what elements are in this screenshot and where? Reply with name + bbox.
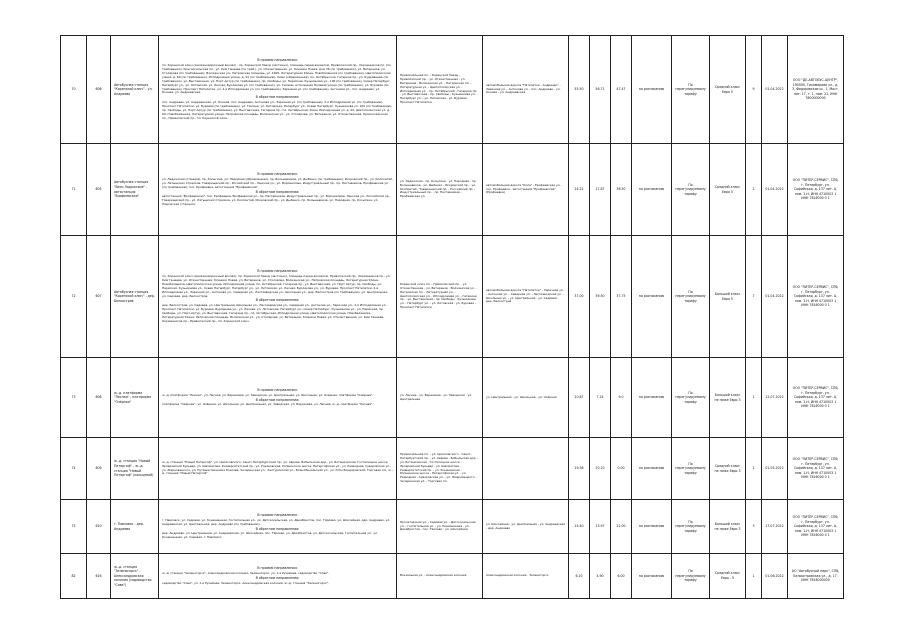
duration-cell: 9.0 xyxy=(611,358,632,438)
forward-route-text: г. Павловск, ул. Садовая, ул. Конюшенная, Госпитальная ул., ул. Детскосельская, ул. Декабристов, пос. Тярлево, ул. Шоссейная, дер. Андреево, ул. Андреевская, ул. Центральная, дер. Андреево (по требованию). xyxy=(162,517,391,526)
carrier-cell: ООО "ПИТЕР-СЕРВИС", СПб, г. Петербург, ул. Софийская, д. 137 лит. А, пом. 1-Н, ИНН 4710003 1 ИНН 7816000 0 1 xyxy=(788,500,844,554)
start-date-cell: 01.04.2022 xyxy=(762,36,788,144)
forward-route-text: пл. Коренской ключ (железнодорожный вокзал), пр. Коренской Заезд (частично), площадь перед вокзалом, Приволжский пр., Окраинников пр., ул. Ким Ганеева, ул. Отечественная, Клиники Новая, ул. Ветеранов, ул. Столярова, Волжанская ул., Петровская площадь, Литературная Улица, Новобалашиха, Цветополисская улица, Ипподромная улица, пл. Октябрьская, Гагарина пр., ул. Выставочная, ул. Порт-Артур, пр. Свободы, ул. Пермская, Кузьминова ул., Сквер Петербург, Петербург ул., ул. Литовская, ул. Лесная, Бурлакова ул., ул. Буровая, Проспект Пятилетки, 2-я Ипподромная ул., Заречная ул., Антонова ул., Северная ул., Лесозаводская ул., Школьная ул., дер. Белоостров (по требованию), ул. Центральная, ул. Садовая, дер. Белоостров. xyxy=(162,274,391,298)
route-number-cell: 82 xyxy=(61,554,87,599)
registry-number-cell: 616 xyxy=(87,554,111,599)
vehicle-class-cell: Средний класс не ниже Евро 3 xyxy=(710,438,746,500)
direction-backward-heading: В обратном направлении: xyxy=(255,526,300,531)
route-name-cell: г. Павловск - дер. Андреево xyxy=(111,500,159,554)
vehicle-class-cell: Большой класс не ниже Евро 3 xyxy=(710,500,746,554)
boarding-order-cell: по расписанию xyxy=(632,554,672,599)
vehicle-class-cell: Средний класс Евро 5 xyxy=(710,144,746,236)
route-number-cell: 75 xyxy=(61,500,87,554)
route-description-cell xyxy=(159,554,397,599)
fare-type-cell: По нерегулируемому тарифу xyxy=(672,358,710,438)
route-description-cell xyxy=(159,236,397,358)
direction-backward-heading: В обратном направлении: xyxy=(255,189,300,194)
route-description-cell xyxy=(159,500,397,554)
duration-cell: 12.00 xyxy=(611,500,632,554)
table-row xyxy=(61,554,844,599)
direction-forward-heading: В прямом направлении: xyxy=(257,566,298,571)
carrier-cell: ООО "ПИТЕР-СЕРВИС", СПб, г. Петербург, ул. Софийская, д. 137 лит. А, пом. 1-Н, ИНН 4710003 1 ИНН 7816000 0 1 xyxy=(788,358,844,438)
vehicle-count-cell: 7 xyxy=(746,236,762,358)
length-backward-cell: 39.50 xyxy=(590,236,611,358)
start-date-cell: 17.07.2022 xyxy=(762,500,788,554)
route-description-cell xyxy=(159,358,397,438)
streets-forward-cell: Привокзальная пл. - Коренской Заезд - Приволжский пр. - ул. Отечественная - ул. Ветеранов - Волжанская ул. - Петровская пл. - Литературная ул. - Цветополисская ул. - Ипподромная ул. - пр. Октябрьский - Гагарина пр. - ул. Выставочная - пр. Свободы - Кузьминова ул. - Петербург ул. - ул. Литовская - ул. Буровая - Проспект Пятилетки xyxy=(397,36,483,144)
length-backward-cell: 17.87 xyxy=(590,144,611,236)
forward-route-text: ул. Ладожская (станция), пр. Косыгина, ул. Народная (обрамленная), пр. Большевиков, ул. Дыбенко (по требованию), Искровский пр., ул. Коллонтай, ул. Латышских Стрелков, Товарищеский пр., Российский пр., Ленская ул., ул. Ворошилова, Индустриальный пр., пр. Наставников, Ерофеевская ул. (по требованию), пос. Ерофеевка, автостанция "Ерофеевская". xyxy=(162,176,393,189)
route-description-cell xyxy=(159,144,397,236)
route-registry-table xyxy=(60,35,844,599)
vehicle-count-cell: 2 xyxy=(746,144,762,236)
route-name-cell: ж.-д. платформа "Лесная" - платформа "Озёрная" xyxy=(111,358,159,438)
start-date-cell: 01.04.2022 xyxy=(762,236,788,358)
length-forward-cell: 37.00 xyxy=(569,236,590,358)
registry-number-cell: 605 xyxy=(87,144,111,236)
direction-backward-heading: В обратном направлении: xyxy=(255,95,300,100)
vehicle-count-cell: 9 xyxy=(746,36,762,144)
vehicle-class-cell: Средний класс Евро 5 xyxy=(710,36,746,144)
length-backward-cell: 56.71 xyxy=(590,36,611,144)
registry-number-cell: 606 xyxy=(87,36,111,144)
duration-cell: 0.00 xyxy=(611,438,632,500)
route-name-cell: Автобусная станция "Коренской ключ" - ул. Андреево xyxy=(111,36,159,144)
direction-backward-heading: В обратном направлении: xyxy=(255,298,300,303)
length-forward-cell: 14.40 xyxy=(569,500,590,554)
fare-type-cell: По нерегулируемому тарифу xyxy=(672,500,710,554)
boarding-order-cell: по расписанию xyxy=(632,438,672,500)
table-row xyxy=(61,36,844,144)
route-name-cell: Автобусная станция "Коренской ключ" - дер. Белоостров xyxy=(111,236,159,358)
backward-route-text: дер. Белоостров, ул. Садовая, ул. Центральная, Школьная ул., Лесозаводская ул., Северная ул., Антонова ул., Заречная ул., 2-я Ипподромная ул., Проспект Пятилетки, ул. Буровая, Бурлакова ул., ул. Лесная, ул. Литовская, Петербург ул., Сквер Петербург, Кузьминова ул., ул. Пермская, пр. Свободы, ул. Порт-Артур, ул. Выставочная, Гагарина пр., пл. Октябрьская, Ипподромная улица, Цветополисская улица, Новобалашиха, Литературная Улица, Петровская площадь, Волжанская ул., ул. Столярова, ул. Ветеранов, Клиники Новая, ул. Отечественная, ул. Ким Ганеева, Окраинников пр., Приволжский пр., пл. Коренской ключ. xyxy=(162,303,388,323)
registry-number-cell: 610 xyxy=(87,500,111,554)
route-description-cell xyxy=(159,36,397,144)
length-backward-cell: 4.90 xyxy=(590,554,611,599)
duration-cell: 37.75 xyxy=(611,236,632,358)
streets-forward-cell: Коренской ключ пл. - Приволжский пр. - ул. Отечественная - ул. Ветеранов - Волжанская ул. - Петровская пл. - Литературная ул. - Цветополисская ул. - Ипподромная ул. - Гагарина пр. - ул. Выставочная - пр. Свободы - Кузьминова ул. - Петербург ул. - ул. Литовская - ул. Буровая - Проспект Пятилетки xyxy=(397,236,483,358)
table-row xyxy=(61,358,844,438)
route-name-cell: Автобусная станция "Веси Ладожские" - автостанция "Ерофеевская" xyxy=(111,144,159,236)
direction-forward-heading: В прямом направлении: xyxy=(257,512,298,517)
start-date-cell: 12.07.2022 xyxy=(762,358,788,438)
vehicle-count-cell: 1 xyxy=(746,358,762,438)
route-number-cell: 70 xyxy=(61,36,87,144)
carrier-cell: ООО "ДЕ-АВТОБУС-ЦЕНТР", 190000, Тихомирова ул., д. 3, Федоровское ш., 1, Мост, лит. 17, т. 1, пом. 21, ИНН 7800000000 xyxy=(788,36,844,144)
route-name-cell: ж.-д. станция "Зеленогорск" - Александровская колония (садоводство "Сова") xyxy=(111,554,159,599)
forward-route-text: ж.-д. станция "Новый Петергоф", ул. Циолковского, Санкт-Петербургский пр., ул. Аврова, Бобыльская дор., ул. Ботаническая, Гостилицкое шоссе, Эрлеровский бульвар, ул. Шахматова, Университетский пр., ул. Ульяновская, Ропшинское шоссе, Петергофская ул., ул. Разводная, Суворовская ул., ул. Жарновецкого, ул. Путешественника Козлова, Чичеринская ул., Халтуринская ул., Блан-Менильская ул., ул. Юты Бондаровской, Торговая пл., ж.-д. станция "Новый Петергоф". xyxy=(162,459,393,476)
direction-backward-heading: В обратном направлении: xyxy=(255,397,300,402)
boarding-order-cell: по расписанию xyxy=(632,500,672,554)
start-date-cell: 01.05.2022 xyxy=(762,438,788,500)
table-row xyxy=(61,438,844,500)
streets-backward-cell: ул. Центральная - ул. Школьная - ул. Озёрная xyxy=(483,358,569,438)
carrier-cell: АО "Автобусный парк", СПб, Белоостровская ул., д. 17, ИНН 7816000000 xyxy=(788,554,844,599)
registry-number-cell: 607 xyxy=(87,236,111,358)
route-registry-sheet xyxy=(60,35,843,599)
fare-type-cell: По нерегулируемому тарифу xyxy=(672,36,710,144)
vehicle-count-cell: 1 xyxy=(746,554,762,599)
streets-forward-cell: Вокзальная ул. - Александровская колония xyxy=(397,554,483,599)
fare-type-cell: По нерегулируемому тарифу xyxy=(672,554,710,599)
table-row xyxy=(61,236,844,358)
backward-route-text: пос. Андреево, ул. Андреевская, ул. Конная, пос. Андреево, Антонова ул., Заречная ул. (по требованию), 2-я Ипподромная ул. (по требованию), Проспект Пятилетки, ул. Буровая (по требованию), ул. Тюлени, ул. Литовская, Петербург ул., Сквер Петербург, Кузьминова ул. 100 (по требованию), пр. Свободы, ул. Порт-Артур (по требованию), ул. Выставочная, Гагарина пр., пл. Октябрьская, Хими, Ипподромная ул. д. 44, Цветополисская ул. д. 69, Новобалашиха, Литературная улица, Петровская площадь, Волжанская ул., ул. Столярова, ул. Ветеранов, ул. Отечественная, Красносельская пл., Приволжский пр., пл. Коренской ключ. xyxy=(162,100,393,120)
carrier-cell: ООО "ПИТЕР-СЕРВИС", СПб, г. Петербург, ул. Софийская, д. 137 лит. А, пом. 1-Н, ИНН 4710003 1 ИНН 7816000 0 1 xyxy=(788,236,844,358)
route-description-cell xyxy=(159,438,397,500)
length-backward-cell: 20.10 xyxy=(590,438,611,500)
length-backward-cell: 7.24 xyxy=(590,358,611,438)
backward-route-text: автостанция "Ерофеевская", пос. Ерофеевка, Ерофеевская ул., пр. Наставников, Индустриальный пр., ул. Ворошилова, Ленская ул., Российский пр., Товарищеский пр., ул. Латышских Стрелков, ул. Коллонтай, Искровский пр., ул. Дыбенко, пр. Большевиков, ул. Народная, пр. Косыгина, ул. Ладожская (станция). xyxy=(162,194,391,207)
vehicle-count-cell: 1 xyxy=(746,438,762,500)
fare-type-cell: По нерегулируемому тарифу xyxy=(672,236,710,358)
streets-backward-cell: автомобильная дорога "Пятилетки - Андреево" - Заречная ул. - Антонова ул. - пос. Андреево - ул. Конная - ул. Андреевская xyxy=(483,36,569,144)
streets-backward-cell: ул. Шоссейная - ул. Центральная - ул. Андреевская - дер. Андреево xyxy=(483,500,569,554)
forward-route-text: пл. Коренской ключ (железнодорожный вокзал) - пр. Коренской Заезд (частично), площадь перед вокзалом, Приволжский пр., Окраинников пр. (по требованию), Красносельская пл., ул. Ким Ганеева (по треб.), ул. Отечественная, ул. Клиники Новая, дом 36 (по требованию), ул. Ветеранов, ул. Столярова (по требованию), Волжанская ул., Петровская площадь, ул. 1905, Литературная Улица, Новобалашиха (по требованию), Цветополисская улица, д. 69 (по требованию), Ипподромная улица, д. 44 (по требованию), Хими (обрамленная), пл. Октябрьская, Гагарина пр., ул. Кудрявцева (по требованию), ул. Выставочная, ул. Порт-Артур (по требованию), пр. Свободы, ул. Пермская, Кузьминова ул., 100 (по требованию), Сквер Петербург, Петербург ул., ул. Литовская, ул. Лесная, Бурлакова ул. (по требованию), ул. Тюлени, встроенная Полевая улица (по требованию), ул. Буровая (по требованию), Проспект Пятилетки, ул. 2-я Ипподромная ул. (по требованию), Заречная ул. (по требованию), Антонова ул., пос. Андреево, ул. Конная, ул. Андреевская. xyxy=(162,63,391,95)
length-forward-cell: 10.87 xyxy=(569,358,590,438)
streets-forward-cell: Привокзальная пл. - ул. Циолковского - Санкт-Петербургский пр. - ул. Аврова - Бобыльская дор. - ул. Ботаническая - Гостилицкое шоссе - Эрлеровский бульвар - ул. Шахматова - Университетский пр. - ул. Ульяновская - Ропшинское шоссе - Петергофская ул. - ул. Разводная - Суворовская ул. - ул. Жарновецкого - Чичеринская ул. - Торговая пл. xyxy=(397,438,483,500)
start-date-cell: 01.04.2022 xyxy=(762,144,788,236)
forward-route-text: ж.-д. платформа "Лесная", ул. Лесная, ул. Березовая, ул. Заводская, ул. Центральная, ул. Школьная, ул. Озёрная, платформа "Озёрная". xyxy=(162,392,374,397)
backward-route-text: платформа "Озёрная", ул. Озёрная, ул. Школьная, ул. Центральная, ул. Заводская, ул. Березовая, ул. Лесная, ж.-д. платформа "Лесная". xyxy=(162,402,374,407)
vehicle-class-cell: Большой класс не ниже Евро 3 xyxy=(710,358,746,438)
forward-route-text: ж.-д. станция "Зеленогорск", Александровская колония, Зеленогорск, ул. 1-я Ручейная, садоводство "Сова". xyxy=(162,571,330,576)
boarding-order-cell: по расписанию xyxy=(632,358,672,438)
fare-type-cell: По нерегулируемому тарифу xyxy=(672,144,710,236)
table-row xyxy=(61,500,844,554)
route-number-cell: 71 xyxy=(61,144,87,236)
boarding-order-cell: по расписанию xyxy=(632,236,672,358)
carrier-cell: ООО "ПИТЕР-СЕРВИС", СПб, г. Петербург, ул. Софийская, д. 137 лит. А, пом. 1-Н, ИНН 4710003 1 ИНН 7816000 0 1 xyxy=(788,144,844,236)
length-forward-cell: 14.22 xyxy=(569,144,590,236)
vehicle-class-cell: Средний класс Евро - 5 xyxy=(710,554,746,599)
vehicle-count-cell: 3 xyxy=(746,500,762,554)
direction-forward-heading: В прямом направлении: xyxy=(257,171,298,176)
length-forward-cell: 19.36 xyxy=(569,438,590,500)
direction-forward-heading: В прямом направлении: xyxy=(257,387,298,392)
backward-route-text: садоводство "Сова", ул. 1-я Ручейная, Зеленогорск, Александровская колония, ж.-д. станция "Зеленогорск". xyxy=(162,580,330,585)
carrier-cell: ООО "ПИТЕР-СЕРВИС", СПб, г. Петербург, ул. Софийская, д. 137 лит. А, пом. 1-Н, ИНН 4710003 1 ИНН 7816000 0 1 xyxy=(788,438,844,500)
registry-number-cell: 609 xyxy=(87,438,111,500)
registry-number-cell: 608 xyxy=(87,358,111,438)
streets-forward-cell: Пролетарская ул. - Садовая ул. - Детскосельская ул. - Госпитальная ул. - ул. Конюшенная - ул. Декабристов - пос. Тярлево - ул. Шоссейная xyxy=(397,500,483,554)
route-number-cell: 74 xyxy=(61,438,87,500)
direction-forward-heading: В прямом направлении: xyxy=(257,58,298,63)
route-number-cell: 73 xyxy=(61,358,87,438)
fare-type-cell: По нерегулируемому тарифу xyxy=(672,438,710,500)
length-forward-cell: 6.10 xyxy=(569,554,590,599)
vehicle-class-cell: Большой класс Евро 5 xyxy=(710,236,746,358)
boarding-order-cell: по расписанию xyxy=(632,144,672,236)
route-number-cell: 72 xyxy=(61,236,87,358)
direction-forward-heading: В прямом направлении: xyxy=(257,269,298,274)
duration-cell: 47.47 xyxy=(611,36,632,144)
length-backward-cell: 13.97 xyxy=(590,500,611,554)
table-row xyxy=(61,144,844,236)
boarding-order-cell: по расписанию xyxy=(632,36,672,144)
streets-backward-cell: автомобильная дорога "Пятилетки" - Заречная ул. - Антонова ул. - Северная ул. - Лесозаводская ул. - Школьная ул. - ул. Центральная - ул. Садовая - дер. Белоостров xyxy=(483,236,569,358)
start-date-cell: 01.06.2022 xyxy=(762,554,788,599)
registry-rows xyxy=(61,36,844,599)
streets-backward-cell: Александровская колония - Зеленогорск xyxy=(483,554,569,599)
route-name-cell: ж.-д. станция "Новый Петергоф" - ж.-д. станция "Новый Петергоф" (кольцевой) xyxy=(111,438,159,500)
length-forward-cell: 55.50 xyxy=(569,36,590,144)
duration-cell: 6.00 xyxy=(611,554,632,599)
streets-backward-cell xyxy=(483,438,569,500)
streets-backward-cell: автомобильная дорога "Кола" - Ерофеевская ул. - пос. Ерофеевка - автостанция "Ерофеевская" (Ерофеевка) xyxy=(483,144,569,236)
streets-forward-cell: ул. Ладожская - пр. Косыгина - ул. Народная - пр. Большевиков - ул. Дыбенко - Искровский пр. - ул. Коллонтай - Товарищеский пр. - Российский пр. - Индустриальный пр. - пр. Наставников - Ерофеевская ул. xyxy=(397,144,483,236)
backward-route-text: дер. Андреево, ул. Центральная, ул. Андреевская, ул. Шоссейная, пос. Тярлево, ул. Декабристов, ул. Детскосельская, Госпитальная ул., ул. Конюшенная, ул. Садовая, г. Павловск. xyxy=(162,531,378,540)
direction-backward-heading: В обратном направлении: xyxy=(255,576,300,580)
duration-cell: 36.50 xyxy=(611,144,632,236)
streets-forward-cell: ул. Лесная - ул. Березовая - ул. Заводская - ул. Центральная xyxy=(397,358,483,438)
